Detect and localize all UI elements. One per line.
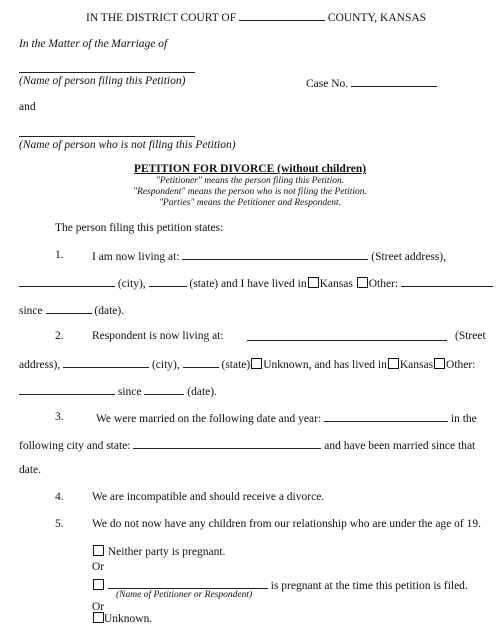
item2-city-label: (city), <box>151 359 180 371</box>
item2-line3 <box>19 384 217 399</box>
item1-other-label: Other: <box>368 278 399 290</box>
marriage-place-field[interactable] <box>133 438 321 449</box>
item1-line1 <box>92 249 446 264</box>
petitioner-since-field[interactable] <box>46 303 92 314</box>
respondent-street-field[interactable] <box>247 340 447 341</box>
item3-in-the-label: in the <box>450 413 477 425</box>
unknown-pregnancy-label: Unknown. <box>104 613 153 625</box>
filer-name-label: (Name of person filing this Petition) <box>19 75 186 87</box>
pregnant-party-field[interactable] <box>108 578 268 589</box>
item3-married-label: We were married on the following date and year: <box>96 413 322 425</box>
pregnant-label: is pregnant at the time this petition is filed. <box>270 580 468 592</box>
case-number <box>306 76 437 91</box>
definition-parties: "Parties" means the Petitioner and Respondent. <box>158 198 342 208</box>
item1-lived-label: (state) and I have lived in <box>189 278 307 290</box>
respondent-other-checkbox[interactable] <box>434 358 445 369</box>
definition-petitioner: "Petitioner" means the person filing this Petition. <box>155 176 345 186</box>
intro-text: The person filing this petition states: <box>55 222 224 234</box>
non-filer-name-field[interactable] <box>19 136 195 137</box>
filer-name-field[interactable] <box>19 72 195 73</box>
item2-other-label: Other: <box>446 359 476 371</box>
item5-or2: Or <box>92 601 105 613</box>
item2-street-label: (Street <box>455 330 486 342</box>
case-no-label: Case No. <box>306 78 349 90</box>
item1-line3 <box>19 303 124 318</box>
neither-pregnant-checkbox[interactable] <box>93 545 104 556</box>
petition-title: PETITION FOR DIVORCE (without children) <box>133 163 367 175</box>
item5-option1 <box>92 545 225 559</box>
respondent-since-field[interactable] <box>144 384 184 395</box>
court-header <box>86 10 426 25</box>
respondent-unknown-checkbox[interactable] <box>251 358 262 369</box>
item2-living-label: Respondent is now living at: <box>92 330 224 342</box>
item4-text: We are incompatible and should receive a divorce. <box>92 491 325 503</box>
respondent-state-field[interactable] <box>183 357 219 368</box>
petitioner-street-field[interactable] <box>182 249 368 260</box>
unknown-pregnancy-checkbox[interactable] <box>93 612 104 623</box>
item3-since-label: and have been married since that <box>324 440 476 452</box>
neither-pregnant-label: Neither party is pregnant. <box>107 546 226 558</box>
item2-unknown-label: Unknown, and has lived in <box>263 359 387 371</box>
petitioner-other-field[interactable] <box>401 276 493 287</box>
item1-living-label: I am now living at: <box>92 251 180 263</box>
item1-kansas-label: Kansas <box>319 278 353 290</box>
respondent-other-field[interactable] <box>19 384 115 395</box>
item2-date-label: (date). <box>187 386 217 398</box>
petitioner-other-checkbox[interactable] <box>357 277 368 288</box>
and-label: and <box>19 101 36 113</box>
petitioner-city-field[interactable] <box>19 276 115 287</box>
marriage-date-field[interactable] <box>324 411 448 422</box>
item2-number: 2. <box>55 330 64 342</box>
matter-label: In the Matter of the Marriage of <box>19 38 168 50</box>
pregnant-party-label: (Name of Petitioner or Respondent) <box>116 590 253 600</box>
petitioner-kansas-checkbox[interactable] <box>308 277 319 288</box>
case-no-field[interactable] <box>351 76 437 87</box>
item3-date-label: date. <box>19 464 42 476</box>
petitioner-state-field[interactable] <box>149 276 187 287</box>
respondent-city-field[interactable] <box>63 357 149 368</box>
court-prefix: IN THE DISTRICT COURT OF <box>86 12 237 24</box>
county-field[interactable] <box>239 10 325 21</box>
item5-or1: Or <box>92 561 105 573</box>
item3-line2 <box>19 438 475 453</box>
item1-number: 1. <box>55 249 64 261</box>
item2-since-label: since <box>117 386 142 398</box>
item1-city-label: (city), <box>117 278 146 290</box>
item2-address-label: address), <box>19 359 61 371</box>
definition-respondent: "Respondent" means the person who is not filing the Petition. <box>133 187 367 197</box>
item2-kansas-label: Kansas <box>399 359 434 371</box>
item5-text: We do not now have any children from our relationship who are under the age of 19. <box>92 518 481 530</box>
item4-number: 4. <box>55 491 64 503</box>
item3-number: 3. <box>55 411 64 423</box>
item1-since-label: since <box>19 305 43 317</box>
item3-line1 <box>96 411 477 426</box>
non-filer-name-label: (Name of person who is not filing this Petition) <box>19 139 236 151</box>
item5-number: 5. <box>55 518 64 530</box>
item1-date-label: (date). <box>94 305 125 317</box>
item1-line2 <box>19 276 493 291</box>
pregnant-checkbox[interactable] <box>93 579 104 590</box>
item5-option3 <box>92 612 152 626</box>
item2-state-label: (state) <box>221 359 251 371</box>
item2-line2 <box>19 357 475 372</box>
item1-street-label: (Street address), <box>371 251 446 263</box>
respondent-kansas-checkbox[interactable] <box>388 358 399 369</box>
item3-city-state-label: following city and state: <box>19 440 131 452</box>
item2-line1 <box>92 330 224 343</box>
court-suffix: COUNTY, KANSAS <box>327 12 427 24</box>
